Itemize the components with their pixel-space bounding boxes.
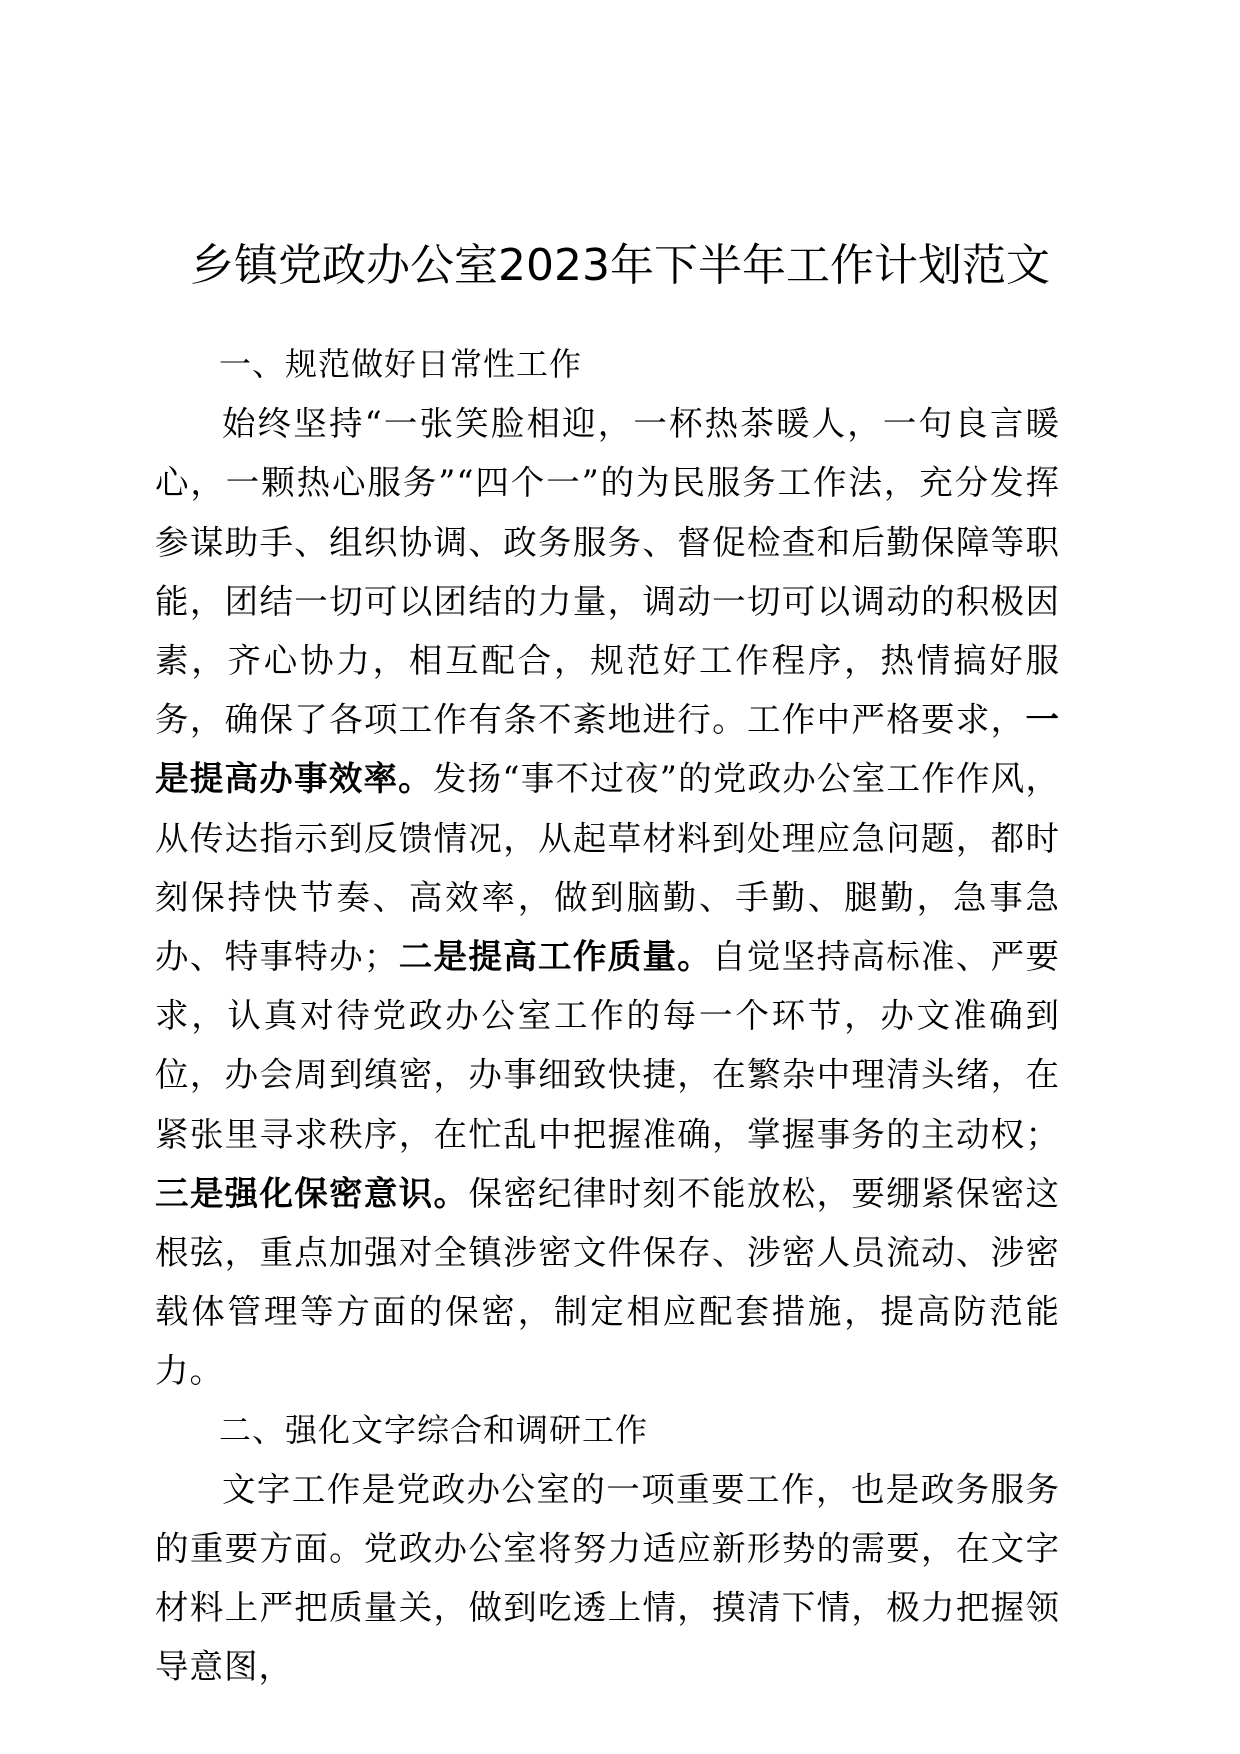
paragraph-intro: 始终坚持“一张笑脸相迎，一杯热茶暖人，一句良言暖心，一颗热心服务”“四个一”的为民服务工作法，充分发挥参谋助手、组织协调、政务服务、督促检查和后勤保障等职能，团结一切可以团结的力量，调动一切可以调动的积极因素，齐心协力，相互配合，规范好工作程序，热情搞好服务，确保了各项工作有条不紊地进行。工作中严格要求， [155,404,1060,740]
section-1-paragraph [155,394,1060,1400]
point-2-title: 二是提高工作质量。 [398,937,713,977]
section-heading-1: 一、规范做好日常性工作 [219,345,583,383]
section-2-paragraph: 文字工作是党政办公室的一项重要工作，也是政务服务的重要方面。党政办公室将努力适应新形势的需要，在文字材料上严把质量关，做到吃透上情，摸清下情，极力把握领导意图， [155,1469,1060,1687]
point-3-text: 保密纪律时刻不能放松，要绷紧保密这根弦，重点加强对全镇涉密文件保存、涉密人员流动、涉密载体管理等方面的保密，制定相应配套措施，提高防范能力。 [155,1173,1061,1391]
point-1-title: 一是提高办事效率。 [155,700,1060,799]
point-2-text: 自觉坚持高标准、严要求，认真对待党政办公室工作的每一个环节，办文准确到位，办会周到缜密，办事细致快捷，在繁杂中理清头绪，在紧张里寻求秩序，在忙乱中把握准确，掌握事务的主动权； [155,937,1061,1154]
document-body [155,335,1060,1697]
document-title: 乡镇党政办公室2023年下半年工作计划范文 [190,240,1050,291]
section-heading-2: 二、强化文字综合和调研工作 [219,1410,649,1449]
point-1-text: 发扬“事不过夜”的党政办公室工作作风，从传达指示到反馈情况，从起草材料到处理应急问题，都时刻保持快节奏、高效率，做到脑勤、手勤、腿勤，急事急办、特事特办； [155,759,1060,977]
point-3-title: 三是强化保密意识。 [155,1173,469,1213]
